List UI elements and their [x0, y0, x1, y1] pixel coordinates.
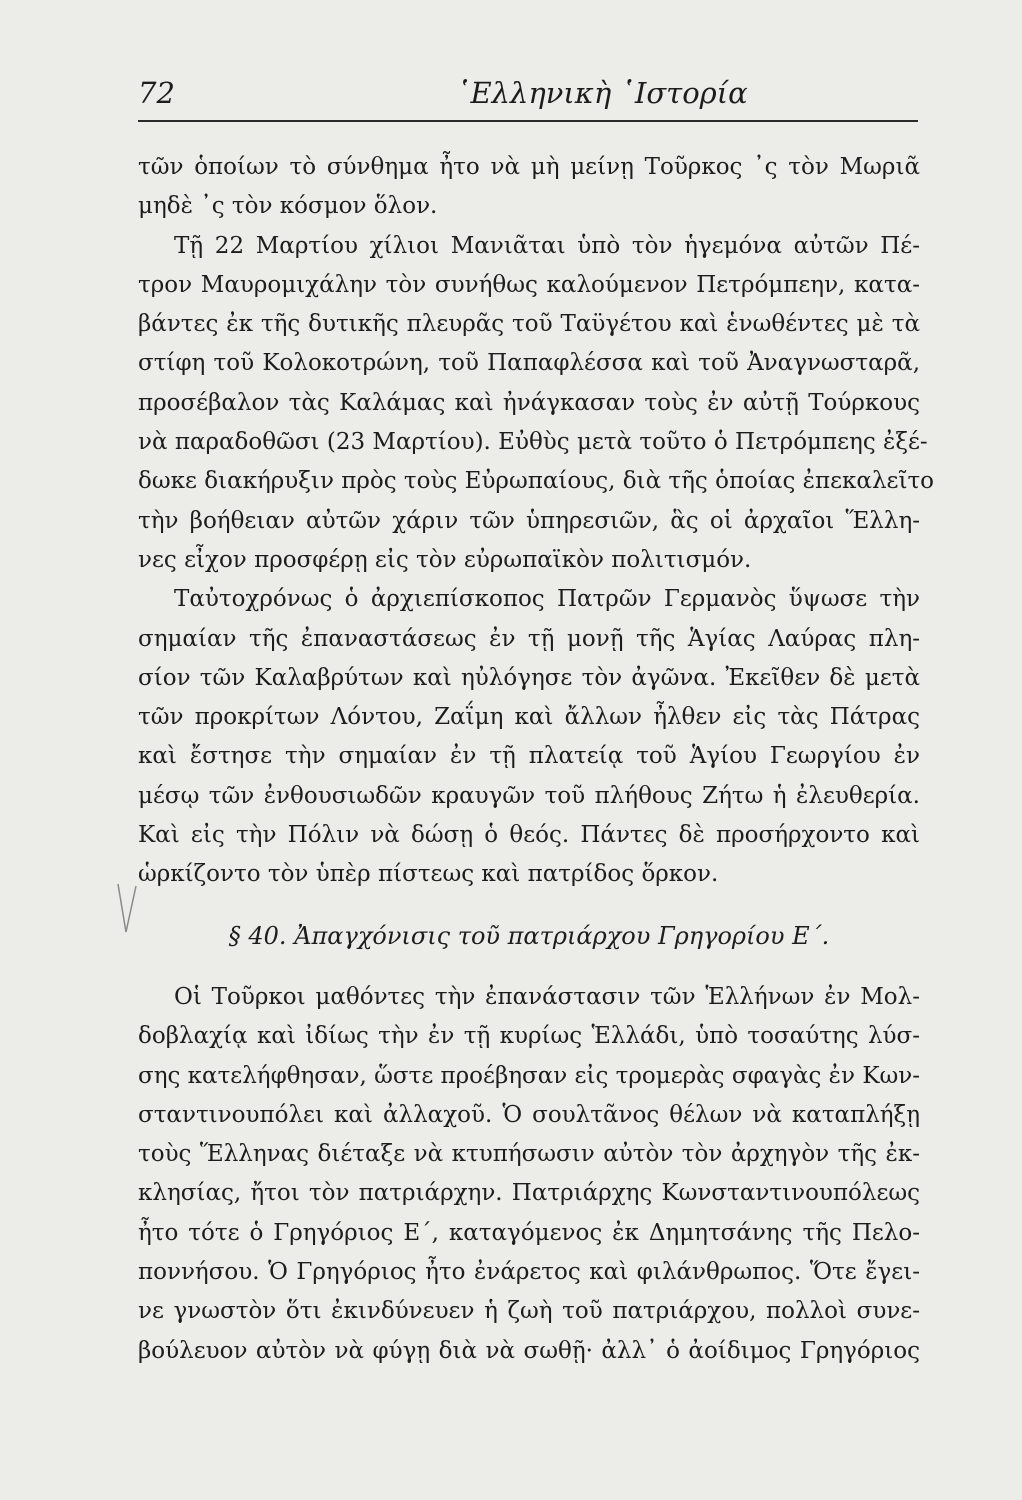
section-heading: § 40. Ἀπαγχόνισις τοῦ πατριάρχου Γρηγορίου Ε΄.	[228, 921, 830, 950]
text-line: Ταὐτοχρόνως ὁ ἀρχιεπίσκοπος Πατρῶν Γερμανὸς ὕψωσε τὴν	[174, 586, 920, 613]
text-line: σίον τῶν Καλαβρύτων καὶ ηὐλόγησε τὸν ἀγῶνα. Ἐκεῖθεν δὲ μετὰ	[138, 664, 920, 691]
text-line: καὶ ἔστησε τὴν σημαίαν ἐν τῇ πλατείᾳ τοῦ Ἁγίου Γεωργίου ἐν	[138, 743, 920, 770]
text-line: στίφη τοῦ Κολοκοτρώνη, τοῦ Παπαφλέσσα καὶ τοῦ Ἀναγνωσταρᾶ,	[138, 350, 920, 377]
spacer	[138, 895, 920, 917]
text-line: νε γνωστὸν ὅτι ἐκινδύνευεν ἡ ζωὴ τοῦ πατριάρχου, πολλοὶ συνε-	[138, 1298, 920, 1325]
text-line: βούλευον αὐτὸν νὰ φύγῃ διὰ νὰ σωθῇ· ἀλλ᾽ ὁ ἀοίδιμος Γρηγόριος	[138, 1337, 920, 1364]
spacer	[138, 956, 920, 978]
text-line: μηδὲ ᾽ς τὸν κόσμον ὅλον.	[138, 193, 438, 220]
text-line: ἦτο τότε ὁ Γρηγόριος Ε΄, καταγόμενος ἐκ Δημητσάνης τῆς Πελο-	[138, 1219, 920, 1246]
pencil-mark-icon	[112, 880, 142, 940]
text-line: τοὺς Ἕλληνας διέταξε νὰ κτυπήσωσιν αὐτὸν τὸν ἀρχηγὸν τῆς ἐκ-	[138, 1141, 920, 1168]
page-header	[138, 76, 918, 122]
text-line: νὰ παραδοθῶσι (23 Μαρτίου). Εὐθὺς μετὰ τοῦτο ὁ Πετρόμπεης ἐξέ-	[138, 429, 928, 456]
text-line: Καὶ εἰς τὴν Πόλιν νὰ δώσῃ ὁ θεός. Πάντες δὲ προσήρχοντο καὶ	[138, 822, 920, 849]
text-line: προσέβαλον τὰς Καλάμας καὶ ἠνάγκασαν τοὺς ἐν αὐτῇ Τούρκους	[138, 389, 920, 416]
text-line: δωκε διακήρυξιν πρὸς τοὺς Εὐρωπαίους, διὰ τῆς ὁποίας ἐπεκαλεῖτο	[138, 468, 935, 495]
text-line: ποννήσου. Ὁ Γρηγόριος ἦτο ἐνάρετος καὶ φιλάνθρωπος. Ὅτε ἔγει-	[138, 1259, 920, 1286]
text-line: σταντινουπόλει καὶ ἀλλαχοῦ. Ὁ σουλτᾶνος θέλων νὰ καταπλήξῃ	[138, 1101, 920, 1128]
text-line: νες εἶχον προσφέρῃ εἰς τὸν εὐρωπαϊκὸν πολιτισμόν.	[138, 546, 752, 573]
text-line: τῶν ὁποίων τὸ σύνθημα ἦτο νὰ μὴ μείνῃ Τοῦρκος ᾽ς τὸν Μωριᾶ	[138, 154, 920, 180]
text-line: τρον Μαυρομιχάλην τὸν συνήθως καλούμενον Πετρόμπεην, κατα-	[138, 271, 920, 298]
body-text	[138, 148, 935, 1371]
text-line: σης κατελήφθησαν, ὥστε προέβησαν εἰς τρομερὰς σφαγὰς ἐν Κων-	[138, 1062, 921, 1089]
text-line: ὡρκίζοντο τὸν ὑπὲρ πίστεως καὶ πατρίδος ὅρκον.	[138, 861, 719, 888]
text-line: Οἱ Τοῦρκοι μαθόντες τὴν ἐπανάστασιν τῶν Ἑλλήνων ἐν Μολ-	[174, 983, 920, 1010]
running-head: ῾Ελληνικὴ ῾Ιστορία	[456, 76, 748, 110]
text-line: τὴν βοήθειαν αὐτῶν χάριν τῶν ὑπηρεσιῶν, ἃς οἱ ἀρχαῖοι Ἕλλη-	[138, 507, 920, 534]
text-line: βάντες ἐκ τῆς δυτικῆς πλευρᾶς τοῦ Ταϋγέτου καὶ ἑνωθέντες μὲ τὰ	[138, 311, 920, 338]
text-line: κλησίας, ἤτοι τὸν πατριάρχην. Πατριάρχης Κωνσταντινουπόλεως	[138, 1180, 920, 1207]
text-line: σημαίαν τῆς ἐπαναστάσεως ἐν τῇ μονῇ τῆς Ἁγίας Λαύρας πλη-	[138, 625, 920, 652]
text-line: Τῇ 22 Μαρτίου χίλιοι Μανιᾶται ὑπὸ τὸν ἡγεμόνα αὐτῶν Πέ-	[174, 232, 920, 259]
text-line: τῶν προκρίτων Λόντου, Ζαΐμη καὶ ἄλλων ἦλθεν εἰς τὰς Πάτρας	[138, 704, 920, 731]
page-number: 72	[138, 76, 175, 110]
text-line: μέσῳ τῶν ἐνθουσιωδῶν κραυγῶν τοῦ πλήθους Ζήτω ἡ ἐλευθερία.	[138, 782, 920, 809]
text-line: δοβλαχίᾳ καὶ ἰδίως τὴν ἐν τῇ κυρίως Ἑλλάδι, ὑπὸ τοσαύτης λύσ-	[138, 1023, 920, 1050]
